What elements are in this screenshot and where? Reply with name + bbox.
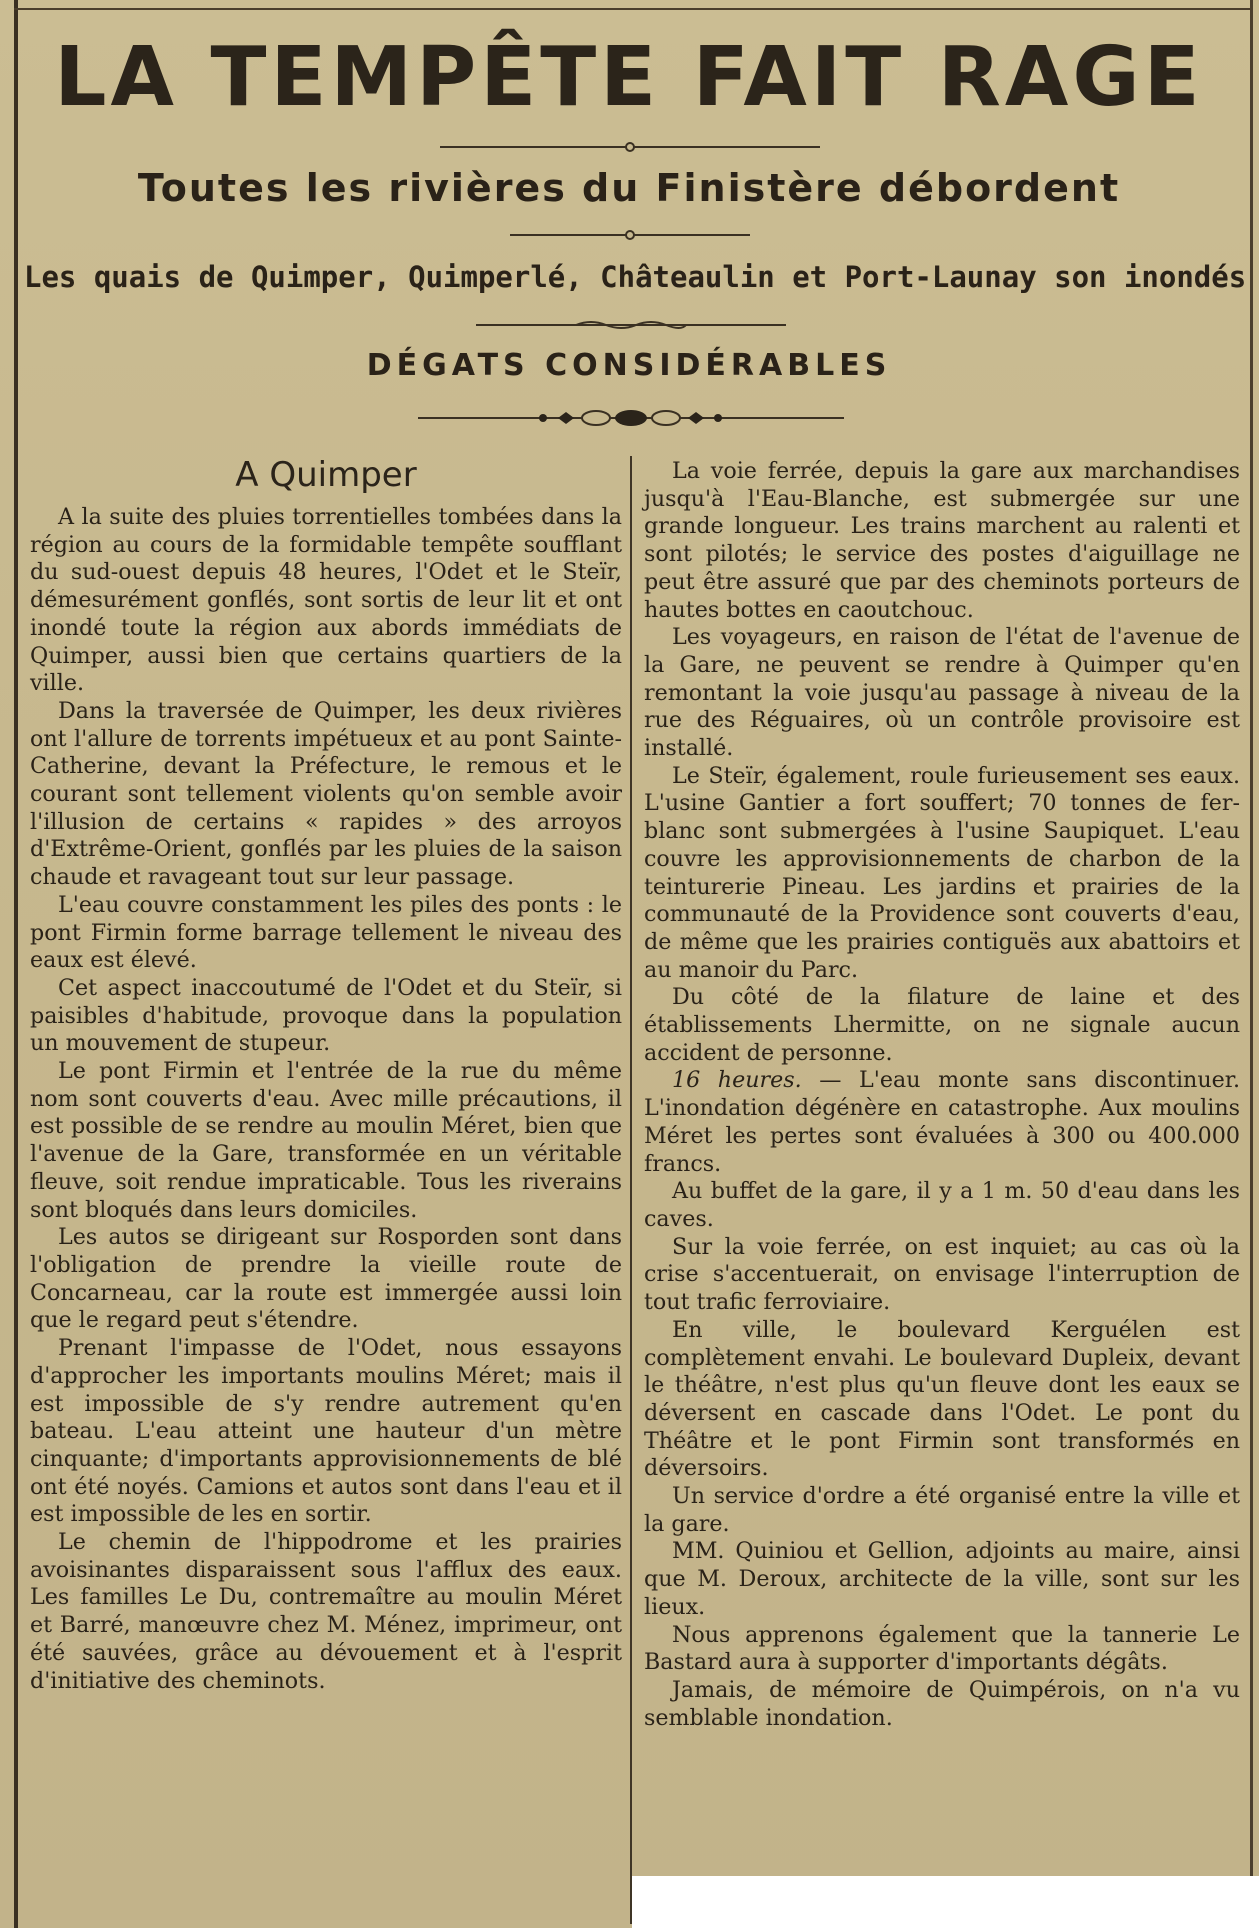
ornament-rule-1 [440, 140, 820, 154]
ornament-rule-2 [510, 228, 750, 242]
right-paragraph-time [644, 1067, 1240, 1178]
section-title: A Quimper [235, 455, 417, 495]
right-paragraph-1: La voie ferrée, depuis la gare aux marchandises jusqu'à l'Eau-Blanche, est submergée sur une grande longueur. Les trains marchent au ralenti et sont pilotés; le service des postes d'aiguillage ne peut être assuré que par des cheminots porteurs de hautes bottes en caoutchouc. [644, 458, 1240, 623]
time-paragraph-text: — L'eau monte sans discontinuer. L'inondation dégénère en catastrophe. Aux moulins Méret les pertes sont évaluées à 300 ou 400.000 francs. [644, 1067, 1240, 1177]
subheading-rivers: Toutes les rivières du Finistère débordent [137, 166, 1121, 210]
right-paragraph-8: En ville, le boulevard Kerguélen est complètement envahi. Le boulevard Dupleix, devant le théâtre, n'est plus qu'un fleuve dont les eaux se déversent en cascade dans l'Odet. Le pont du Théâtre et le pont Firmin sont transformés en déversoirs. [644, 1316, 1240, 1482]
column-divider [630, 456, 632, 1924]
left-paragraph-3: L'eau couvre constamment les piles des ponts : le pont Firmin forme barrage tellement le niveau des eaux est élevé. [30, 891, 622, 974]
headline: LA TEMPÊTE FAIT RAGE [54, 30, 1204, 125]
right-paragraph-7: Sur la voie ferrée, on est inquiet; au cas où la crise s'accentuerait, on envisage l'interruption de tout trafic ferroviaire. [644, 1233, 1240, 1316]
right-border-rule [1250, 0, 1253, 1928]
left-paragraph-8: Le chemin de l'hippodrome et les prairies avoisinantes disparaissent sous l'afflux des eaux. Les familles Le Du, contremaître au moulin Méret et Barré, manœuvre chez M. Ménez, imprimeur, ont été sauvées, grâce au dévouement et à l'esprit d'initiative des cheminots. [30, 1529, 622, 1694]
scan-blank-area [632, 1876, 1259, 1928]
ornament-rule-4 [418, 408, 844, 428]
right-paragraph-2: Les voyageurs, en raison de l'état de l'avenue de la Gare, ne peuvent se rendre à Quimper qu'en remontant la voie jusqu'au passage à niveau de la rue des Réguaires, où un contrôle provisoire est installé. [644, 624, 1240, 762]
right-paragraph-10: MM. Quiniou et Gellion, adjoints au maire, ainsi que M. Deroux, architecte de la ville, sont sur les lieux. [644, 1538, 1240, 1620]
left-paragraph-4: Cet aspect inaccoutumé de l'Odet et du Steïr, si paisibles d'habitude, provoque dans la population un mouvement de stupeur. [30, 974, 622, 1057]
left-paragraph-6: Les autos se dirigeant sur Rosporden sont dans l'obligation de prendre la vieille route de Concarneau, car la route est immergée aussi loin que le regard peut s'étendre. [30, 1224, 622, 1334]
left-paragraph-1: A la suite des pluies torrentielles tombées dans la région au cours de la formidable tempête soufflant du sud-ouest depuis 48 heures, l'Odet et le Steïr, démesurément gonflés, sont sortis de leur lit et ont inondé toute la région aux abords immédiats de Quimper, aussi bien que certains quartiers de la ville. [30, 504, 622, 697]
right-paragraph-4: Du côté de la filature de laine et des établissements Lhermitte, on ne signale aucun accident de personne. [644, 984, 1240, 1066]
right-paragraph-9: Un service d'ordre a été organisé entre la ville et la gare. [644, 1483, 1240, 1537]
right-paragraph-11: Nous apprenons également que la tannerie Le Bastard aura à supporter d'importants dégâts. [644, 1621, 1240, 1676]
left-column [30, 452, 622, 1695]
right-column [644, 458, 1240, 1732]
time-label: 16 heures. [672, 1067, 802, 1094]
ornament-rule-3 [476, 318, 786, 332]
subheading-quays: Les quais de Quimper, Quimperlé, Châteaulin et Port-Launay son inondés [24, 260, 1247, 294]
right-paragraph-12: Jamais, de mémoire de Quimpérois, on n'a vu semblable inondation. [644, 1676, 1240, 1731]
left-paragraph-5: Le pont Firmin et l'entrée de la rue du même nom sont couverts d'eau. Avec mille précautions, il est possible de se rendre au moulin Méret, bien que l'avenue de la Gare, transformée en un véritable fleuve, soit rendue impraticable. Tous les riverains sont bloqués dans leurs domiciles. [30, 1058, 622, 1223]
top-border-rule [14, 8, 1253, 10]
left-border-rule [14, 0, 18, 1928]
right-paragraph-6: Au buffet de la gare, il y a 1 m. 50 d'eau dans les caves. [644, 1178, 1240, 1232]
left-paragraph-2: Dans la traversée de Quimper, les deux rivières ont l'allure de torrents impétueux et au pont Sainte-Catherine, devant la Préfecture, le remous et le courant sont tellement violents qu'on semble avoir l'illusion de certains « rapides » des arroyos d'Extrême-Orient, gonflés par les pluies de la saison chaude et ravageant tout sur leur passage. [30, 697, 622, 891]
subheading-damage: DÉGATS CONSIDÉRABLES [366, 348, 892, 383]
left-paragraph-7: Prenant l'impasse de l'Odet, nous essayons d'approcher les importants moulins Méret; mais il est impossible de s'y rendre autrement qu'en bateau. L'eau atteint une hauteur d'un mètre cinquante; d'importants approvisionnements de blé ont été noyés. Camions et autos sont dans l'eau et il est impossible de les en sortir. [30, 1335, 622, 1528]
right-paragraph-3: Le Steïr, également, roule furieusement ses eaux. L'usine Gantier a fort souffert; 70 tonnes de fer-blanc sont submergées à l'usine Saupiquet. L'eau couvre les approvisionnements de charbon de la teinturerie Pineau. Les jardins et prairies de la communauté de la Providence sont couverts d'eau, de même que les prairies contiguës aux abattoirs et au manoir du Parc. [644, 762, 1240, 983]
